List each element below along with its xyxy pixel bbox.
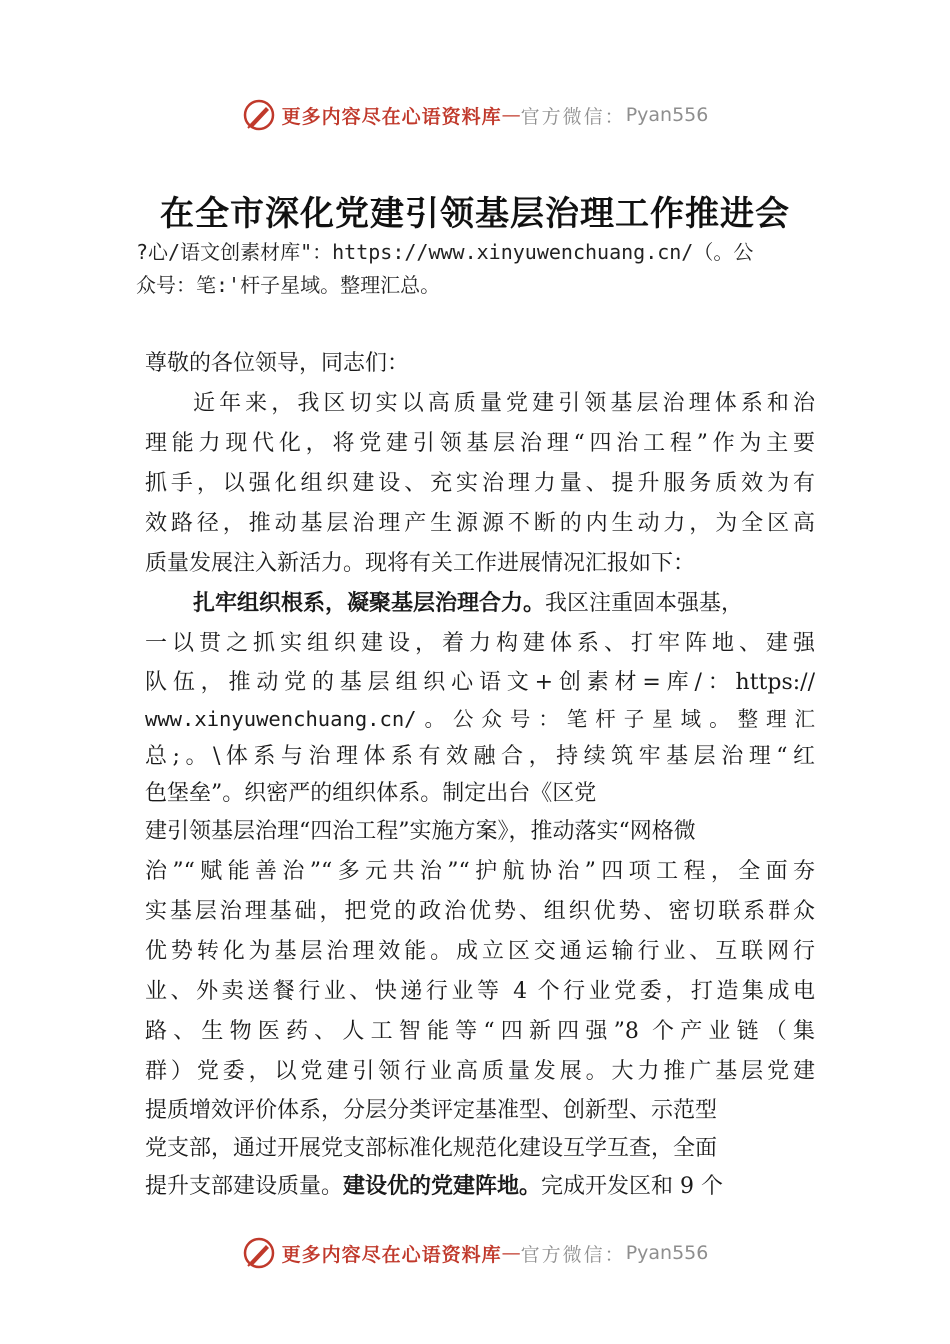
banner-wechat-label: 官方微信： bbox=[520, 1243, 626, 1266]
header-banner bbox=[0, 95, 950, 135]
paragraph-2-line-15: 党支部，通过开展党支部标准化规范化建设互学互查，全面 bbox=[145, 1136, 718, 1161]
source-line-1: ?心/语文创素材库"：https://www.xinyuwenchuang.cn/（。公 bbox=[136, 240, 754, 264]
paragraph-2-line-14: 提质增效评价体系，分层分类评定基准型、创新型、示范型 bbox=[145, 1098, 718, 1123]
pen-logo-icon bbox=[242, 1236, 276, 1270]
source-note bbox=[136, 236, 836, 302]
pen-logo-icon bbox=[242, 98, 276, 132]
banner-wechat-id: Pyan556 bbox=[625, 104, 709, 126]
heading-organization: 扎牢组织根系，凝聚基层治理合力。 bbox=[193, 591, 546, 616]
paragraph-2-line-13: 群）党委，以党建引领行业高质量发展。大力推广基层党建 bbox=[145, 1059, 815, 1084]
footer-banner bbox=[0, 1233, 950, 1273]
paragraph-2-line-5: 总;。\体系与治理体系有效融合，持续筑牢基层治理“红 bbox=[145, 744, 815, 769]
banner-wechat-label: 官方微信： bbox=[520, 105, 626, 128]
paragraph-1-line-3: 抓手，以强化组织建设、充实治理力量、提升服务质效为有 bbox=[145, 471, 815, 496]
banner-dash: — bbox=[501, 1242, 521, 1264]
paragraph-2-line-9: 实基层治理基础，把党的政治优势、组织优势、密切联系群众 bbox=[145, 899, 815, 924]
paragraph-2-line-4: www.xinyuwenchuang.cn/。公众号：笔杆子星域。整理汇 bbox=[145, 707, 815, 731]
paragraph-2-line-3: 队伍，推动党的基层组织心语文+创素材=库/：https:// bbox=[145, 670, 815, 695]
document-title: 在全市深化党建引领基层治理工作推进会 bbox=[160, 194, 790, 234]
document-body bbox=[145, 344, 815, 1206]
paragraph-2-line-6: 色堡垒”。织密严的组织体系。制定出台《区党 bbox=[145, 781, 597, 806]
heading-positions: 建设优的党建阵地。 bbox=[343, 1174, 542, 1199]
paragraph-1-line-5: 质量发展注入新活力。现将有关工作进展情况汇报如下： bbox=[145, 551, 696, 576]
paragraph-2-line-11: 业、外卖送餐行业、快递行业等 4 个行业党委，打造集成电 bbox=[145, 979, 815, 1004]
paragraph-2-lead: 我区注重固本强基， bbox=[545, 591, 744, 616]
paragraph-1-line-2: 理能力现代化，将党建引领基层治理“四治工程”作为主要 bbox=[145, 431, 815, 456]
paragraph-2-tail: 提升支部建设质量。 bbox=[145, 1174, 344, 1199]
paragraph-2-line-12: 路、生物医药、人工智能等“四新四强”8 个产业链（集 bbox=[145, 1019, 815, 1044]
source-line-2: 众号：笔:'杆子星域。整理汇总。 bbox=[136, 273, 441, 297]
paragraph-2-line-2: 一以贯之抓实组织建设，着力构建体系、打牢阵地、建强 bbox=[145, 631, 815, 656]
paragraph-2-line-16 bbox=[145, 1168, 815, 1206]
paragraph-1-line-1: 近年来，我区切实以高质量党建引领基层治理体系和治 bbox=[193, 391, 815, 416]
paragraph-2-line-10: 优势转化为基层治理效能。成立区交通运输行业、互联网行 bbox=[145, 939, 815, 964]
paragraph-2-line-7: 建引领基层治理“四治工程”实施方案》，推动落实“网格微 bbox=[145, 819, 696, 844]
banner-library-text: 更多内容尽在心语资料库 bbox=[281, 105, 502, 128]
banner-wechat-id: Pyan556 bbox=[625, 1242, 709, 1264]
banner-dash: — bbox=[501, 104, 521, 126]
paragraph-1-line-4: 效路径，推动基层治理产生源源不断的内生动力，为全区高 bbox=[145, 511, 815, 536]
salutation: 尊敬的各位领导，同志们： bbox=[145, 351, 410, 376]
banner-library-text: 更多内容尽在心语资料库 bbox=[281, 1243, 502, 1266]
paragraph-3-lead: 完成开发区和 9 个 bbox=[541, 1174, 724, 1199]
paragraph-2-line-8: 治”“赋能善治”“多元共治”“护航协治”四项工程，全面夯 bbox=[145, 859, 815, 884]
paragraph-2-line-1 bbox=[145, 584, 815, 624]
